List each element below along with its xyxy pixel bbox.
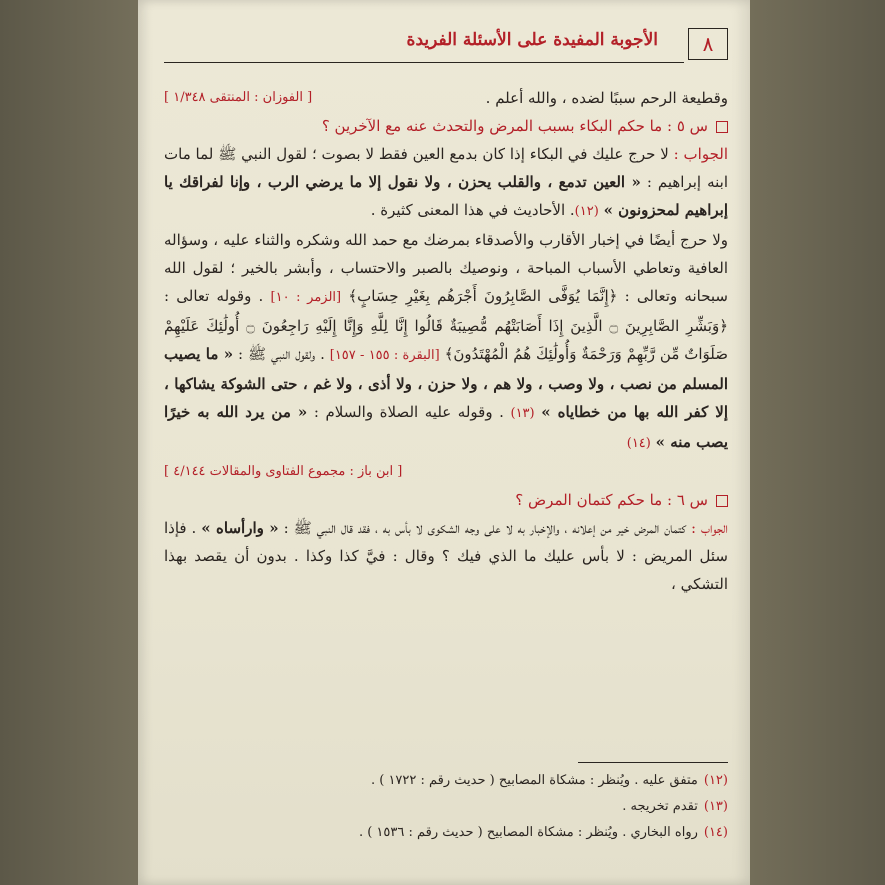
quran-verse-2: ﴿وَبَشِّرِ الصَّابِرِينَ ۝ الَّذِينَ إِذَا أَصَابَتْهُم مُّصِيبَةٌ قَالُوا إِنَّا لِلَّهِ وَإِنَّا إِلَيْهِ رَاجِعُونَ ۝ أُولَٰئِكَ عَلَيْهِمْ صَلَوَاتٌ مِّن رَّبِّهِمْ وَرَحْمَةٌ وَأُولَٰئِكَ هُمُ الْمُهْتَدُونَ﴾ (164, 317, 728, 363)
hadith-3: « من يرد الله به خيرًا يصب منه » (164, 403, 728, 451)
question-5-text: ما حكم البكاء بسبب المرض والتحدث عنه مع الآخرين ؟ (321, 117, 663, 135)
quran-verse-1: ﴿إِنَّمَا يُوَفَّى الصَّابِرُونَ أَجْرَهُم بِغَيْرِ حِسَابٍ﴾ (348, 287, 618, 305)
question-box-icon (716, 121, 728, 133)
answer-label-2: الجواب : (691, 519, 728, 537)
answer-5-line-1: لا حرج عليك في البكاء إذا كان بدمع العين فقط لا بصوت ؛ (311, 145, 669, 163)
question-6 (164, 486, 728, 514)
question-6-label: س ٦ : (667, 491, 708, 509)
header-rule (164, 62, 684, 63)
hadith-1: « العين تدمع ، والقلب يحزن ، ولا نقول إلا ما يرضي الرب ، وإنا لفراقك يا إبراهيم لمحزونون » (164, 173, 728, 219)
answer-6-text-1: كتمان المرض خير من إعلانه ، والإخبار به لا على وجه الشكوى لا بأس به ، فقد قال النبي ﷺ : (283, 519, 687, 537)
answer-5-paragraph-2 (164, 226, 728, 458)
question-box-icon (716, 495, 728, 507)
quran-verse-2-intro: . وقوله تعالى : (164, 287, 264, 305)
source-citation-2: [ ابن باز : مجموع الفتاوى والمقالات ٤/١٤٤ ] (164, 464, 403, 479)
footnote-ref-13: (١٣) (510, 406, 535, 421)
footnote-number: (١٣) (703, 799, 728, 814)
footnote-ref-12: (١٢) (574, 204, 599, 219)
footnote-rule (578, 762, 728, 763)
footnotes (164, 768, 728, 846)
footnote-ref-14: (١٤) (626, 436, 651, 451)
intro-paragraph (164, 84, 728, 112)
page-body (164, 84, 728, 598)
footnote-12 (164, 768, 728, 794)
question-6-text: ما حكم كتمان المرض ؟ (515, 491, 663, 509)
answer-5-line-2-end: . الأحاديث في هذا المعنى كثيرة . (370, 201, 575, 219)
quran-verse-2-ref: [البقرة : ١٥٥ - ١٥٧] (329, 348, 440, 363)
intro-source: [ الفوزان : المنتقى ١/٣٤٨ ] (164, 90, 313, 105)
footnote-text: متفق عليه . ويُنظر : مشكاة المصابيح ( حديث رقم : ١٧٢٢ ) . (370, 773, 698, 788)
answer-5-para-2-text: ولا حرج أيضًا في إخبار الأقارب والأصدقاء بمرضك مع حمد الله وشكره والثناء عليه ، وسؤاله العافية وتعاطي الأسباب المباحة ، ونوصيك بالصبر والاحتساب ، وأبشر بالخير ؛ لقول الله سبحانه وتعالى : (164, 231, 728, 305)
quran-verse-1-ref: [الزمر : ١٠] (270, 290, 342, 305)
hadith-2-intro: . ولقول النبي ﷺ : (238, 345, 325, 363)
hadith-2: « ما يصيب المسلم من نصب ، ولا وصب ، ولا هم ، ولا حزن ، ولا أذى ، ولا غم ، حتى الشوكة يشاكها ، إلا كفر الله بها من خطاياه » (164, 345, 729, 421)
answer-label-1: الجواب : (673, 145, 728, 163)
question-5-label: س ٥ : (667, 117, 708, 135)
question-5 (164, 112, 728, 140)
book-page (138, 0, 750, 885)
footnote-number: (١٢) (703, 773, 728, 788)
footnote-text: رواه البخاري . ويُنظر : مشكاة المصابيح ( حديث رقم : ١٥٣٦ ) . (358, 825, 698, 840)
intro-text: وقطيعة الرحم سببًا لضده ، والله أعلم . (485, 89, 728, 107)
hadith-3-intro: . وقوله عليه الصلاة والسلام : (313, 403, 504, 421)
footnote-14 (164, 820, 728, 846)
page-number: ٨ (688, 28, 728, 60)
answer-5-line-2: لقول النبي ﷺ لما مات ابنه إبراهيم : (164, 145, 728, 191)
footnote-13 (164, 794, 728, 820)
hadith-4: « وارأساه » (201, 519, 279, 537)
footnote-number: (١٤) (703, 825, 728, 840)
answer-6-paragraph (164, 514, 728, 598)
running-title: الأجوبة المفيدة على الأسئلة الفريدة (406, 30, 658, 50)
footnote-text: تقدم تخريجه . (622, 799, 698, 814)
answer-6-text-2: . فإذا سئل المريض : لا بأس عليك ما الذي فيك ؟ وقال : فيَّ كذا وكذا . بدون أن يقصد بهذا التشكي ، (164, 519, 728, 593)
answer-5-paragraph-1 (164, 140, 728, 226)
page-content (164, 0, 728, 885)
page-header (164, 28, 728, 64)
